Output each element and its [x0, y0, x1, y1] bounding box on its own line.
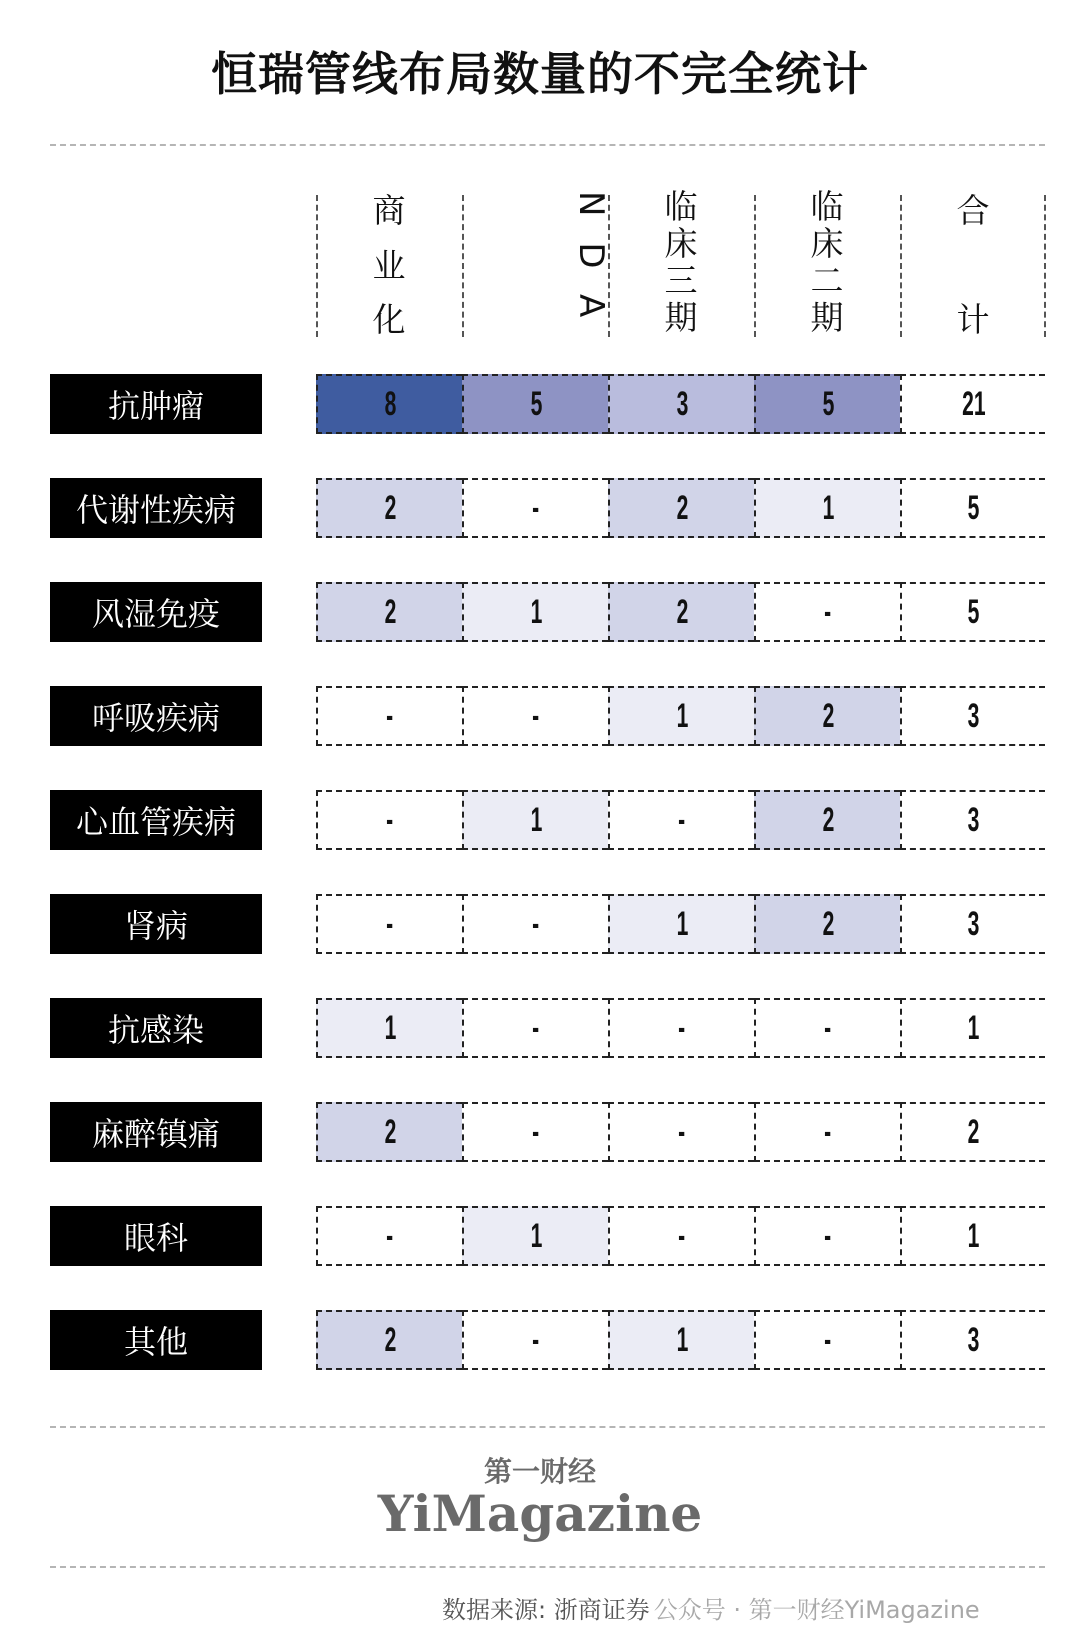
column-header-char: NDA [571, 190, 611, 344]
divider-footer-top [50, 1426, 1045, 1428]
cell-value: 2 [384, 592, 396, 631]
cell-value: 2 [384, 1112, 396, 1151]
table-cell-total [900, 998, 1045, 1058]
column-header-char: 三 [664, 261, 698, 300]
cell-value: - [824, 592, 832, 631]
table-row [0, 894, 1080, 954]
table-cell-phase2 [754, 1206, 900, 1266]
table-cell-nda [462, 894, 608, 954]
cell-value: 1 [530, 592, 542, 631]
table-cell-total [900, 1206, 1045, 1266]
logo-english: YiMagazine [377, 1484, 703, 1543]
column-header-char: 期 [664, 298, 698, 337]
table-cell-commercial [316, 1310, 462, 1370]
table-cell-nda [462, 478, 608, 538]
cell-value: 3 [967, 904, 980, 943]
source-text: 数据来源: 浙商证券 [442, 1596, 650, 1624]
cell-value: - [678, 1112, 686, 1151]
table-cell-phase2 [754, 582, 900, 642]
table-cell-phase2 [754, 894, 900, 954]
table-cell-total [900, 894, 1045, 954]
table-cell-phase2 [754, 686, 900, 746]
cell-value: 3 [967, 800, 980, 839]
table-cell-commercial [316, 374, 462, 434]
table-row [0, 582, 1080, 642]
cell-value: - [386, 1216, 394, 1255]
row-label: 风湿免疫 [50, 582, 262, 642]
cell-value: 2 [822, 800, 834, 839]
table-cell-phase2 [754, 1102, 900, 1162]
table-cell-phase3 [608, 894, 754, 954]
cell-value: - [678, 1008, 686, 1047]
cell-value: - [824, 1320, 832, 1359]
table-cell-total [900, 1310, 1045, 1370]
table-row [0, 686, 1080, 746]
table-cell-commercial [316, 1206, 462, 1266]
table-cell-nda [462, 582, 608, 642]
table-cell-total [900, 1102, 1045, 1162]
table-cell-commercial [316, 1102, 462, 1162]
cell-value: 3 [967, 696, 980, 735]
column-header-char: 合 [956, 191, 990, 230]
table-cell-phase3 [608, 478, 754, 538]
table-cell-phase3 [608, 998, 754, 1058]
table-cell-total [900, 790, 1045, 850]
table-cell-commercial [316, 998, 462, 1058]
source-note [442, 1590, 980, 1625]
cell-value: 2 [822, 904, 834, 943]
cell-value: - [532, 904, 540, 943]
table-cell-nda [462, 790, 608, 850]
cell-value: - [824, 1216, 832, 1255]
column-header-nda [462, 190, 611, 344]
cell-value: 3 [676, 384, 688, 423]
cell-value: - [678, 800, 686, 839]
table-row [0, 790, 1080, 850]
cell-value: 8 [384, 384, 396, 423]
cell-value: 1 [967, 1216, 980, 1255]
column-header-char: 床 [810, 224, 844, 263]
cell-value: 2 [384, 1320, 396, 1359]
column-header-char: 临 [664, 187, 698, 226]
table-cell-nda [462, 686, 608, 746]
chart-title: 恒瑞管线布局数量的不完全统计 [211, 47, 869, 101]
table-cell-phase3 [608, 1206, 754, 1266]
cell-value: 1 [384, 1008, 396, 1047]
table-cell-nda [462, 998, 608, 1058]
table-cell-phase3 [608, 1102, 754, 1162]
cell-value: - [532, 696, 540, 735]
table-cell-commercial [316, 790, 462, 850]
logo-chinese: 第一财经 [483, 1455, 596, 1488]
table-row [0, 998, 1080, 1058]
table-row [0, 374, 1080, 434]
table-cell-total [900, 478, 1045, 538]
column-header-char: 化 [372, 300, 406, 339]
table-cell-commercial [316, 894, 462, 954]
column-header-char: 二 [810, 261, 844, 300]
table-cell-phase2 [754, 1310, 900, 1370]
table-cell-phase3 [608, 374, 754, 434]
watermark-text: 公众号 · 第一财经YiMagazine [653, 1596, 980, 1624]
column-header-char: 计 [956, 300, 990, 339]
cell-value: - [386, 904, 394, 943]
cell-value: - [532, 1112, 540, 1151]
cell-value: 1 [676, 696, 688, 735]
table-cell-nda [462, 1206, 608, 1266]
row-label: 抗肿瘤 [50, 374, 262, 434]
row-label: 呼吸疾病 [50, 686, 262, 746]
column-header-char: 期 [810, 298, 844, 337]
divider-footer-bottom [50, 1566, 1045, 1568]
row-label: 麻醉镇痛 [50, 1102, 262, 1162]
cell-value: - [532, 488, 540, 527]
cell-value: 1 [530, 800, 542, 839]
cell-value: 1 [967, 1008, 980, 1047]
table-cell-phase2 [754, 374, 900, 434]
table-cell-nda [462, 1310, 608, 1370]
column-header-phase3 [608, 187, 754, 340]
cell-value: - [532, 1320, 540, 1359]
table-cell-commercial [316, 478, 462, 538]
row-label: 心血管疾病 [50, 790, 262, 850]
table-cell-phase3 [608, 790, 754, 850]
cell-value: 1 [676, 1320, 688, 1359]
table-row [0, 478, 1080, 538]
table-row [0, 1206, 1080, 1266]
row-label: 眼科 [50, 1206, 262, 1266]
column-header-char: 床 [664, 224, 698, 263]
column-header-commercial [316, 190, 462, 340]
cell-value: 21 [961, 384, 986, 423]
cell-value: 5 [967, 592, 980, 631]
column-header-char: 商 [372, 191, 406, 230]
cell-value: - [386, 696, 394, 735]
row-label: 抗感染 [50, 998, 262, 1058]
cell-value: - [824, 1112, 832, 1151]
column-header-char: 业 [372, 245, 406, 285]
table-cell-phase3 [608, 686, 754, 746]
divider-top [50, 144, 1045, 146]
row-label: 其他 [50, 1310, 262, 1370]
cell-value: 2 [967, 1112, 980, 1151]
column-header-total [900, 190, 1046, 340]
cell-value: - [386, 800, 394, 839]
cell-value: - [532, 1008, 540, 1047]
table-row [0, 1310, 1080, 1370]
table-cell-commercial [316, 686, 462, 746]
row-label: 代谢性疾病 [50, 478, 262, 538]
cell-value: 1 [530, 1216, 542, 1255]
cell-value: 1 [676, 904, 688, 943]
column-header-phase2 [754, 187, 900, 340]
cell-value: 5 [967, 488, 980, 527]
table-row [0, 1102, 1080, 1162]
table-cell-phase2 [754, 998, 900, 1058]
cell-value: 5 [822, 384, 834, 423]
cell-value: 2 [676, 488, 688, 527]
cell-value: 1 [822, 488, 834, 527]
table-cell-nda [462, 374, 608, 434]
table-cell-phase3 [608, 582, 754, 642]
cell-value: 2 [822, 696, 834, 735]
cell-value: 2 [384, 488, 396, 527]
table-cell-total [900, 374, 1045, 434]
table-cell-commercial [316, 582, 462, 642]
column-header-char: 临 [810, 187, 844, 226]
cell-value: - [824, 1008, 832, 1047]
table-cell-total [900, 686, 1045, 746]
table-cell-total [900, 582, 1045, 642]
table-cell-phase3 [608, 1310, 754, 1370]
table-cell-nda [462, 1102, 608, 1162]
row-label: 肾病 [50, 894, 262, 954]
cell-value: - [678, 1216, 686, 1255]
table-cell-phase2 [754, 478, 900, 538]
cell-value: 5 [530, 384, 542, 423]
cell-value: 3 [967, 1320, 980, 1359]
table-cell-phase2 [754, 790, 900, 850]
cell-value: 2 [676, 592, 688, 631]
